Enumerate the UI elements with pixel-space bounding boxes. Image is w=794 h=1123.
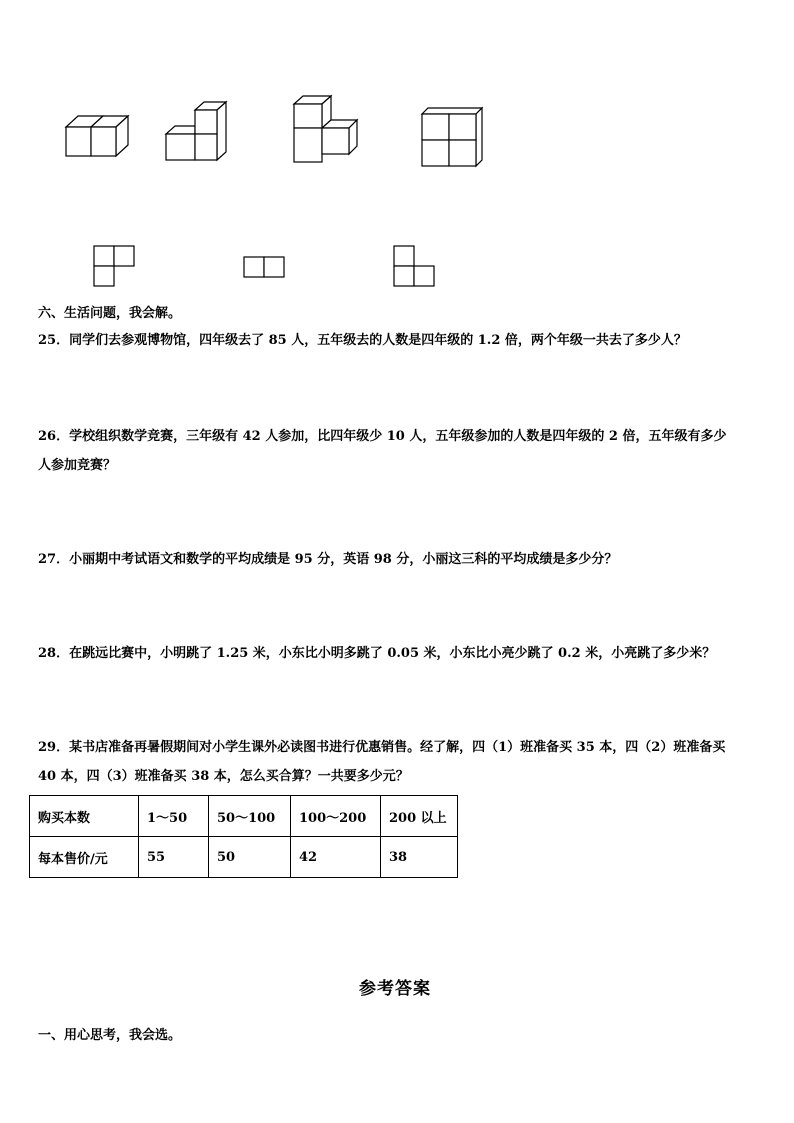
question-27: 27．小丽期中考试语文和数学的平均成绩是 95 分，英语 98 分，小丽这三科的平均成绩是多少分？	[38, 552, 618, 567]
question-26-line2: 人参加竞赛？	[38, 458, 117, 473]
section-heading: 六、生活问题，我会解。	[38, 306, 182, 321]
cube-figure-2	[162, 98, 232, 162]
view-figure-2	[242, 255, 288, 281]
answer-title: 参考答案	[359, 979, 431, 999]
table-cell: 38	[381, 837, 458, 878]
table-cell: 购买本数	[30, 796, 139, 837]
table-row	[30, 837, 458, 878]
table-row	[30, 796, 458, 837]
question-26-line1: 26．学校组织数学竞赛，三年级有 42 人参加，比四年级少 10 人，五年级参加的人数是四年级的 2 倍，五年级有多少	[38, 429, 727, 444]
table-cell: 1～50	[139, 796, 209, 837]
table-cell: 200 以上	[381, 796, 458, 837]
cube-figure-3	[289, 92, 365, 164]
view-figure-3	[392, 244, 438, 290]
table-cell: 50	[209, 837, 291, 878]
table-cell: 每本售价/元	[30, 837, 139, 878]
view-figure-1	[92, 244, 138, 290]
answer-section-heading: 一、用心思考，我会选。	[38, 1028, 182, 1043]
cube-figure-1	[60, 110, 130, 162]
table-cell: 42	[291, 837, 381, 878]
price-table	[29, 795, 458, 878]
table-cell: 50～100	[209, 796, 291, 837]
table-cell: 100～200	[291, 796, 381, 837]
question-29-line2: 40 本，四（3）班准备买 38 本，怎么买合算？一共要多少元？	[38, 769, 409, 784]
cube-figure-4	[416, 104, 486, 170]
table-cell: 55	[139, 837, 209, 878]
question-25: 25．同学们去参观博物馆，四年级去了 85 人，五年级去的人数是四年级的 1.2 倍，两个年级一共去了多少人？	[38, 333, 687, 348]
question-29-line1: 29．某书店准备再暑假期间对小学生课外必读图书进行优惠销售。经了解，四（1）班准备买 35 本，四（2）班准备买	[38, 740, 726, 755]
question-28: 28．在跳远比赛中，小明跳了 1.25 米，小东比小明多跳了 0.05 米，小东比小亮少跳了 0.2 米，小亮跳了多少米？	[38, 646, 716, 661]
